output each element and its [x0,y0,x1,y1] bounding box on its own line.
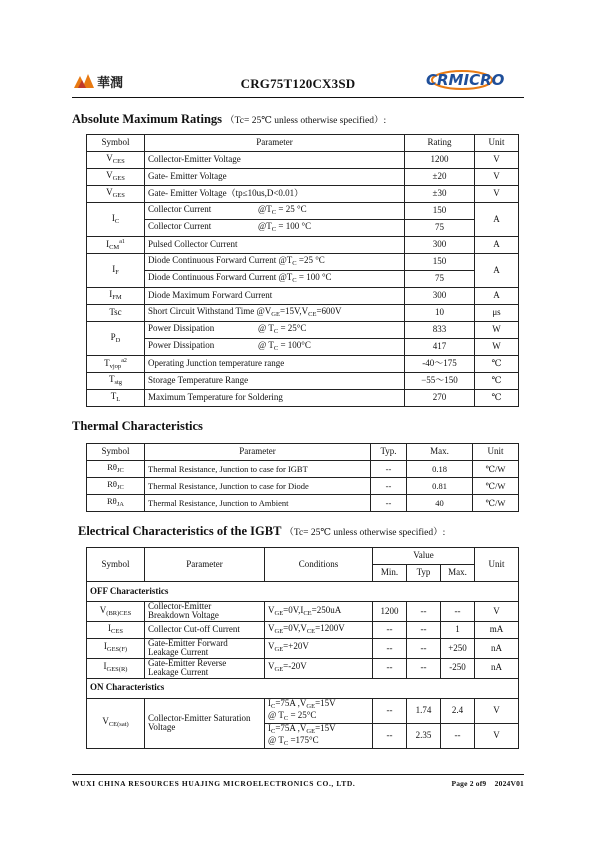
col-unit: Unit [475,135,519,152]
electrical-title [78,524,445,539]
parameter-cell: Gate- Emitter Voltage [145,169,405,186]
table-row [87,478,519,495]
unit-cell: A [475,254,519,288]
parameter-cell: Operating Junction temperature range [145,356,405,373]
conditions-cell: $I_C=75A$ $,V_{GE}=15V$ @ $T_C = 25^\circ C$ [265,698,373,723]
parameter-cell: Thermal Resistance, Junction to case for IGBT [145,461,371,478]
unit-cell: V [475,723,519,748]
table-row [87,203,519,220]
unit-cell: ℃/W [473,461,519,478]
col-parameter: Parameter [145,444,371,461]
unit-cell: V [475,186,519,203]
on-section-row [87,678,519,698]
parameter-cell: Collector-Emitter Saturation Voltage [145,698,265,748]
col-value: Value [373,548,475,565]
rating-cell: 300 [405,237,475,254]
table-row [87,495,519,512]
amr-title-condition: （Tc= 25℃ unless otherwise specified）: [225,116,387,126]
col-symbol: Symbol [87,444,145,461]
table-header-row [87,444,519,461]
table-row [87,339,519,356]
unit-cell: V [475,698,519,723]
electrical-characteristics-table [86,547,519,749]
unit-cell: ℃/W [473,478,519,495]
table-header-row [87,135,519,152]
rating-cell: 1200 [405,152,475,169]
typ-cell: 2.35 [407,723,441,748]
col-symbol: Symbol [87,135,145,152]
amr-title [72,112,386,127]
conditions-cell: $V_{GE}=0V,V_{CE}=1200V$ [265,621,373,638]
parameter-cell: Collector Cut-off Current [145,621,265,638]
logo-right-text: CRMICRO [426,71,505,89]
parameter-cell: Thermal Resistance, Junction to Ambient [145,495,371,512]
symbol-cell: $I_{GES(R)}$ [87,658,145,678]
logo-left-text: 華潤 [97,76,124,91]
footer-page: Page 2 of9 [451,779,487,788]
rating-cell: 75 [405,271,475,288]
table-row [87,220,519,237]
page-footer [72,779,524,788]
typ-cell: -- [371,478,407,495]
footer-company: WUXI CHINA RESOURCES HUAJING MICROELECTRONICS CO., LTD. [72,779,356,788]
min-cell: -- [373,638,407,658]
typ-cell: -- [407,638,441,658]
parameter-cell: Diode Maximum Forward Current [145,288,405,305]
unit-cell: W [475,322,519,339]
rating-cell: −55～150 [405,373,475,390]
unit-cell: nA [475,658,519,678]
parameter-cell: Thermal Resistance, Junction to case for Diode [145,478,371,495]
symbol-cell: $T_{vjop}^{a2}$ [87,356,145,373]
symbol-cell: $R\theta_{JC}$ [87,461,145,478]
table-row [87,621,519,638]
max-cell: 0.81 [407,478,473,495]
unit-cell: W [475,339,519,356]
col-max: Max. [407,444,473,461]
table-row [87,658,519,678]
parameter-cell: Gate- Emitter Voltage（tp≤10us,D<0.01） [145,186,405,203]
rating-cell: ±20 [405,169,475,186]
crmicro-logo [424,68,524,92]
rating-cell: 75 [405,220,475,237]
symbol-cell: $I_{FM}$ [87,288,145,305]
off-section-title: OFF Characteristics [87,582,519,602]
symbol-cell: $V_{GES}$ [87,169,145,186]
thermal-title: Thermal Characteristics [72,419,203,433]
symbol-cell: $I_{GES(F)}$ [87,638,145,658]
parameter-cell: Collector-Emitter Breakdown Voltage [145,602,265,622]
max-cell: 2.4 [441,698,475,723]
col-symbol: Symbol [87,548,145,582]
electrical-title-text: Electrical Characteristics of the IGBT [78,524,282,538]
electrical-title-condition: （Tc= 25℃ unless otherwise specified）: [284,528,446,538]
parameter-cell: Diode Continuous Forward Current $@T_C = 100$ °C [145,271,405,288]
min-cell: -- [373,621,407,638]
table-row [87,288,519,305]
on-section-title: ON Characteristics [87,678,519,698]
header-divider [72,97,524,98]
thermal-characteristics-table [86,443,519,512]
conditions-cell: $V_{GE}=+20V$ [265,638,373,658]
table-row [87,237,519,254]
min-cell: 1200 [373,602,407,622]
conditions-cell: $I_C=75A$ $,V_{GE}=15V$ @ $T_C =175^\circ C$ [265,723,373,748]
rating-cell: 10 [405,305,475,322]
rating-cell: 150 [405,203,475,220]
parameter-cell: Short Circuit Withstand Time $@V_{GE}=15V,V_{CE}=600V$ [145,305,405,322]
max-cell: 40 [407,495,473,512]
unit-cell: A [475,237,519,254]
min-cell: -- [373,698,407,723]
min-cell: -- [373,723,407,748]
typ-cell: 1.74 [407,698,441,723]
symbol-cell: $V_{(BR)CES}$ [87,602,145,622]
typ-cell: -- [407,658,441,678]
table-row [87,461,519,478]
col-typ: Typ [407,565,441,582]
unit-cell: mA [475,621,519,638]
table-row [87,152,519,169]
unit-cell: A [475,288,519,305]
table-row [87,602,519,622]
table-row [87,356,519,373]
symbol-cell: $I_F$ [87,254,145,288]
max-cell: 0.18 [407,461,473,478]
unit-cell: ℃ [475,390,519,407]
table-row [87,254,519,271]
min-cell: -- [373,658,407,678]
table-row [87,271,519,288]
unit-cell: V [475,169,519,186]
max-cell: +250 [441,638,475,658]
parameter-cell: Gate-Emitter Forward Leakage Current [145,638,265,658]
rating-cell: 270 [405,390,475,407]
rating-cell: 833 [405,322,475,339]
unit-cell: nA [475,638,519,658]
max-cell: -- [441,602,475,622]
off-section-row [87,582,519,602]
col-parameter: Parameter [145,548,265,582]
col-rating: Rating [405,135,475,152]
col-unit: Unit [473,444,519,461]
unit-cell: V [475,602,519,622]
table-row [87,698,519,723]
symbol-cell: $I_{CES}$ [87,621,145,638]
unit-cell: ℃/W [473,495,519,512]
symbol-cell: $V_{CE(sat)}$ [87,698,145,748]
document-title: CRG75T120CX3SD [240,76,356,91]
parameter-cell: Collector Current $@T_C = 100$ °C [145,220,405,237]
rating-cell: -40～175 [405,356,475,373]
max-cell: -250 [441,658,475,678]
table-row [87,638,519,658]
footer-divider [72,774,524,775]
col-min: Min. [373,565,407,582]
col-conditions: Conditions [265,548,373,582]
parameter-cell: Gate-Emitter Reverse Leakage Current [145,658,265,678]
col-parameter: Parameter [145,135,405,152]
symbol-cell: $I_{CM}^{a1}$ [87,237,145,254]
rating-cell: 417 [405,339,475,356]
table-row [87,305,519,322]
table-row [87,169,519,186]
symbol-cell: $T_{stg}$ [87,373,145,390]
symbol-cell: $R\theta_{JA}$ [87,495,145,512]
symbol-cell: $V_{CES}$ [87,152,145,169]
table-row [87,186,519,203]
unit-cell: ℃ [475,356,519,373]
footer-version: 2024V01 [494,779,524,788]
table-row [87,322,519,339]
col-typ: Typ. [371,444,407,461]
col-max: Max. [441,565,475,582]
footer-page-info [451,779,524,788]
page-header [72,66,524,96]
typ-cell: -- [371,461,407,478]
parameter-cell: Storage Temperature Range [145,373,405,390]
parameter-cell: Pulsed Collector Current [145,237,405,254]
rating-cell: 300 [405,288,475,305]
rating-cell: ±30 [405,186,475,203]
typ-cell: -- [407,621,441,638]
conditions-cell: $V_{GE}=0V,I_{CE}=250uA$ [265,602,373,622]
symbol-cell: $V_{GES}$ [87,186,145,203]
symbol-cell: $P_D$ [87,322,145,356]
table-row [87,390,519,407]
amr-title-text: Absolute Maximum Ratings [72,112,223,126]
conditions-cell: $V_{GE}=-20V$ [265,658,373,678]
unit-cell: V [475,152,519,169]
table-row [87,373,519,390]
symbol-cell: $T_L$ [87,390,145,407]
symbol-cell: $I_C$ [87,203,145,237]
symbol-cell: Tsc [87,305,145,322]
parameter-cell: Diode Continuous Forward Current $@T_C =25$ °C [145,254,405,271]
unit-cell: μs [475,305,519,322]
rating-cell: 150 [405,254,475,271]
parameter-cell: Power Dissipation @ $T_C = 100^\circ C$ [145,339,405,356]
parameter-cell: Power Dissipation @ $T_C = 25^\circ C$ [145,322,405,339]
parameter-cell: Collector-Emitter Voltage [145,152,405,169]
absolute-max-ratings-table [86,134,519,407]
max-cell: 1 [441,621,475,638]
typ-cell: -- [371,495,407,512]
crmicro-logo-icon [424,68,524,92]
symbol-cell: $R\theta_{JC}$ [87,478,145,495]
max-cell: -- [441,723,475,748]
table-header-row [87,548,519,565]
parameter-cell: Collector Current $@T_C = 25$ °C [145,203,405,220]
parameter-cell: Maximum Temperature for Soldering [145,390,405,407]
typ-cell: -- [407,602,441,622]
unit-cell: A [475,203,519,237]
col-unit: Unit [475,548,519,582]
unit-cell: ℃ [475,373,519,390]
